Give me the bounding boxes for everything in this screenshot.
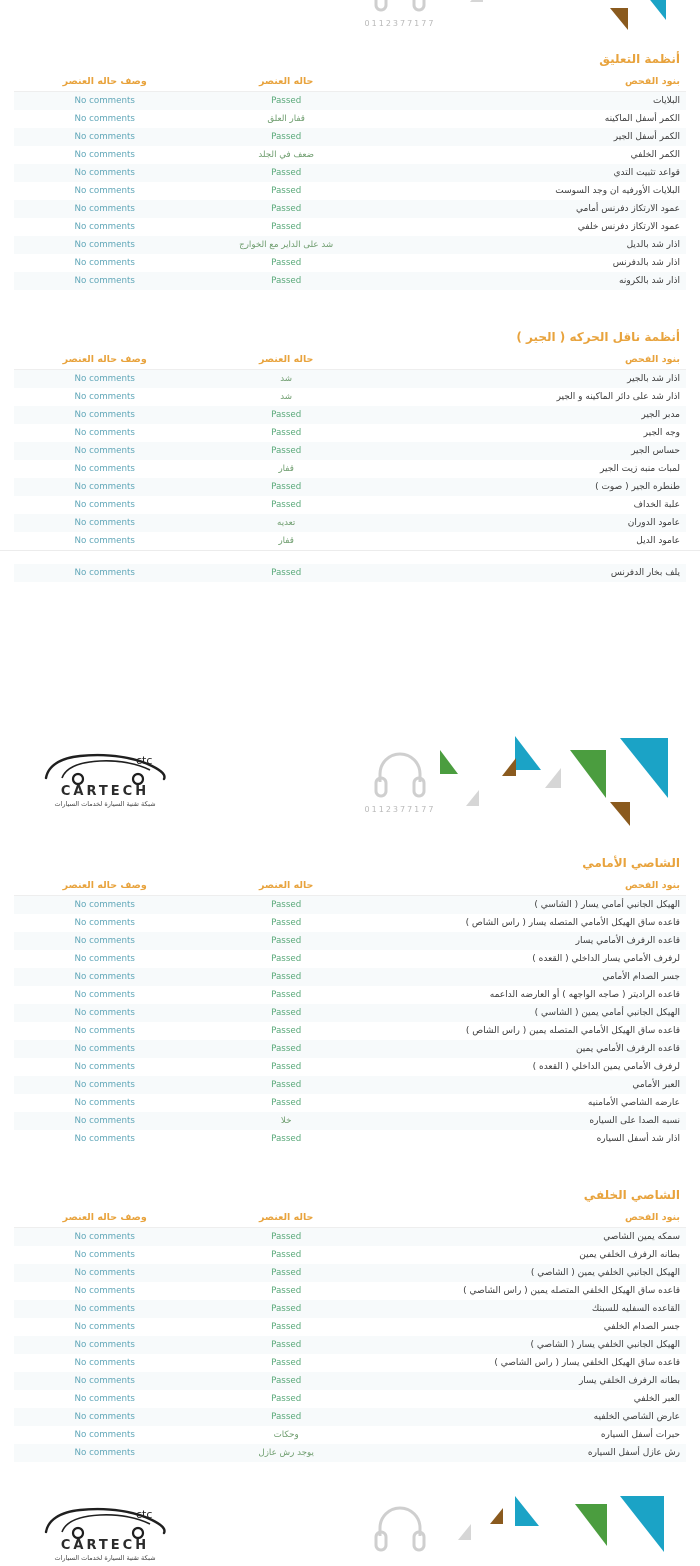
cell-note: No comments bbox=[74, 482, 135, 492]
cell-item: اذار شد بالديل bbox=[626, 240, 680, 250]
cell-item: قاعده الرفرف الأمامي يمين bbox=[575, 1044, 680, 1054]
cell-note: No comments bbox=[74, 1448, 135, 1458]
cell-state: وحكات bbox=[273, 1430, 299, 1440]
cell-item: الهيكل الجانبي الخلفي يمين ( الشاصي ) bbox=[530, 1268, 680, 1278]
col-note: وصف حاله العنصر bbox=[14, 1208, 195, 1228]
cell-note: No comments bbox=[74, 150, 135, 160]
cell-state: Passed bbox=[271, 1080, 302, 1090]
cell-note: No comments bbox=[74, 392, 135, 402]
cell-item: حساس الجير bbox=[631, 446, 680, 456]
cell-state: شد bbox=[280, 392, 293, 402]
col-state: حاله العنصر bbox=[195, 876, 376, 896]
inspection-table-continued bbox=[14, 564, 686, 582]
cell-note: No comments bbox=[74, 1232, 135, 1242]
table-row bbox=[14, 1130, 686, 1148]
cell-note: No comments bbox=[74, 240, 135, 250]
table-row bbox=[14, 896, 686, 915]
table-row bbox=[14, 950, 686, 968]
cell-note: No comments bbox=[74, 1044, 135, 1054]
table-body bbox=[14, 1228, 686, 1463]
cell-state: Passed bbox=[271, 96, 302, 106]
cell-note: No comments bbox=[74, 1250, 135, 1260]
cell-item: رش عازل أسفل السياره bbox=[587, 1448, 680, 1458]
table-row bbox=[14, 388, 686, 406]
logo-tagline: شبكة تقنية السيارة لخدمات السيارات bbox=[54, 800, 156, 808]
cell-item: بطانه الرفرف الخلفي يمين bbox=[579, 1250, 680, 1260]
cell-state: Passed bbox=[271, 1098, 302, 1108]
page-break bbox=[0, 550, 700, 564]
cell-state: Passed bbox=[271, 936, 302, 946]
cell-note: No comments bbox=[74, 446, 135, 456]
cell-item: لرفرف الأمامي يسار الداخلي ( القعده ) bbox=[532, 954, 680, 964]
inspection-table bbox=[14, 350, 686, 550]
table-row bbox=[14, 460, 686, 478]
logo-wordmark: CARTECH bbox=[60, 1538, 150, 1553]
svg-text:ctc: ctc bbox=[136, 754, 153, 767]
table-row bbox=[14, 1426, 686, 1444]
cell-note: No comments bbox=[74, 464, 135, 474]
table-row bbox=[14, 1058, 686, 1076]
cell-item: العبر الأمامي bbox=[632, 1080, 680, 1090]
table-row bbox=[14, 1300, 686, 1318]
table-body bbox=[14, 370, 686, 551]
cell-note: No comments bbox=[74, 954, 135, 964]
cell-item: قاعده ساق الهيكل الخلفي المتصله يمين ( راس الشاصي ) bbox=[463, 1286, 680, 1296]
cell-note: No comments bbox=[74, 1008, 135, 1018]
table-row bbox=[14, 532, 686, 550]
section-transmission-continued bbox=[0, 564, 700, 582]
table-row bbox=[14, 1390, 686, 1408]
cell-state: شد bbox=[280, 374, 293, 384]
table-row bbox=[14, 370, 686, 389]
table-header-row bbox=[14, 876, 686, 896]
cell-item: اذار شد بالجير bbox=[627, 374, 680, 384]
triangle-grey-2 bbox=[466, 790, 479, 806]
table-row bbox=[14, 1228, 686, 1247]
table-row bbox=[14, 564, 686, 582]
table-row bbox=[14, 1444, 686, 1462]
cell-state: Passed bbox=[271, 1008, 302, 1018]
table-row bbox=[14, 254, 686, 272]
cell-item: الكمر أسفل الماكينه bbox=[604, 114, 680, 124]
decorative-triangles-bottom bbox=[430, 1496, 700, 1566]
table-row bbox=[14, 1076, 686, 1094]
cell-state: Passed bbox=[271, 276, 302, 286]
table-row bbox=[14, 182, 686, 200]
section-title: أنظمة التعليق bbox=[599, 52, 680, 66]
section-title: أنظمة ناقل الحركه ( الجير ) bbox=[516, 330, 680, 344]
cell-state: Passed bbox=[271, 1250, 302, 1260]
cell-item: عامود الدوران bbox=[627, 518, 680, 528]
cell-item: لرفرف الأمامي يمين الداخلي ( القعده ) bbox=[532, 1062, 680, 1072]
cell-item: قاعده الراديتر ( صاجه الواجهه ) أو العارضه الداعمه bbox=[489, 990, 680, 1000]
col-note: وصف حاله العنصر bbox=[14, 72, 195, 92]
cell-item: مدبر الجير bbox=[641, 410, 680, 420]
cell-item: الكمر الخلفي bbox=[630, 150, 680, 160]
cell-note: No comments bbox=[74, 972, 135, 982]
cell-item: حبرات أسفل السياره bbox=[600, 1430, 680, 1440]
cell-note: No comments bbox=[74, 936, 135, 946]
triangle-teal-large bbox=[620, 1496, 664, 1552]
cell-note: No comments bbox=[74, 918, 135, 928]
col-note: وصف حاله العنصر bbox=[14, 876, 195, 896]
cell-note: No comments bbox=[74, 518, 135, 528]
triangle-grey-1 bbox=[458, 1524, 471, 1540]
section-spacer bbox=[0, 1462, 700, 1496]
col-item: بنود الفحص bbox=[377, 876, 686, 896]
cell-item: جسر الصدام الأمامي bbox=[602, 972, 680, 982]
cell-item: جسر الصدام الخلفي bbox=[603, 1322, 680, 1332]
table-row bbox=[14, 146, 686, 164]
cell-note: No comments bbox=[74, 1098, 135, 1108]
cell-state: يوجد رش عازل bbox=[258, 1448, 314, 1458]
cell-state: قفار bbox=[278, 536, 294, 546]
cell-note: No comments bbox=[74, 1376, 135, 1386]
cell-state: Passed bbox=[271, 1044, 302, 1054]
cell-note: No comments bbox=[74, 410, 135, 420]
cell-state: Passed bbox=[271, 1394, 302, 1404]
table-row bbox=[14, 1040, 686, 1058]
cell-note: No comments bbox=[74, 1062, 135, 1072]
cell-item: طنطره الجير ( صوت ) bbox=[595, 482, 680, 492]
company-logo bbox=[30, 750, 180, 808]
headset-icon bbox=[374, 1506, 426, 1552]
cell-state: Passed bbox=[271, 972, 302, 982]
table-row bbox=[14, 92, 686, 111]
table-row bbox=[14, 236, 686, 254]
cell-note: No comments bbox=[74, 374, 135, 384]
cell-state: Passed bbox=[271, 1376, 302, 1386]
table-row bbox=[14, 1264, 686, 1282]
table-row bbox=[14, 128, 686, 146]
table-row bbox=[14, 218, 686, 236]
table-row bbox=[14, 496, 686, 514]
table-row bbox=[14, 478, 686, 496]
triangle-brown bbox=[610, 8, 628, 30]
triangle-brown-small bbox=[490, 1508, 503, 1524]
table-row bbox=[14, 1246, 686, 1264]
page-blank-space bbox=[0, 582, 700, 732]
cell-state: Passed bbox=[271, 222, 302, 232]
triangle-grey bbox=[470, 0, 483, 2]
cell-note: No comments bbox=[74, 1430, 135, 1440]
cell-note: No comments bbox=[74, 1304, 135, 1314]
headset-icon bbox=[374, 0, 426, 12]
cell-note: No comments bbox=[74, 1134, 135, 1144]
phone-number: 0112377177 bbox=[364, 805, 436, 814]
table-header-row bbox=[14, 350, 686, 370]
inspection-table bbox=[14, 876, 686, 1148]
cell-note: No comments bbox=[74, 536, 135, 546]
table-row bbox=[14, 1318, 686, 1336]
table-row bbox=[14, 932, 686, 950]
cell-item: عامود الديل bbox=[636, 536, 680, 546]
decorative-triangles bbox=[430, 732, 700, 842]
cell-state: Passed bbox=[271, 900, 302, 910]
col-state: حاله العنصر bbox=[195, 72, 376, 92]
cell-item: اذار شد أسفل السياره bbox=[596, 1134, 680, 1144]
section-title: الشاصي الخلفي bbox=[583, 1188, 680, 1202]
page-header bbox=[0, 732, 700, 842]
cell-note: No comments bbox=[74, 258, 135, 268]
svg-text:ctc: ctc bbox=[136, 1508, 153, 1521]
inspection-table bbox=[14, 1208, 686, 1462]
cell-item: علبة الخداف bbox=[633, 500, 680, 510]
table-row bbox=[14, 1022, 686, 1040]
cell-item: نسبه الصدا على السياره bbox=[589, 1116, 680, 1126]
cell-state: Passed bbox=[271, 1062, 302, 1072]
car-icon bbox=[40, 1504, 170, 1540]
triangle-teal-small bbox=[515, 736, 541, 770]
table-header-row bbox=[14, 1208, 686, 1228]
table-row bbox=[14, 110, 686, 128]
cell-item: اذار شد بالكرونه bbox=[619, 276, 680, 286]
col-note: وصف حاله العنصر bbox=[14, 350, 195, 370]
table-row bbox=[14, 986, 686, 1004]
section-title: الشاصي الأمامي bbox=[582, 856, 680, 870]
cell-item: قاعده ساق الهيكل الأمامي المتصله يمين ( راس الشاص ) bbox=[465, 1026, 680, 1036]
cell-item: يلف بخار الدفرنس bbox=[610, 568, 680, 578]
cell-note: No comments bbox=[74, 568, 135, 578]
cell-item: الهيكل الجانبي الخلفي يسار ( الشاصي ) bbox=[530, 1340, 680, 1350]
cell-state: Passed bbox=[271, 132, 302, 142]
inspection-table bbox=[14, 72, 686, 290]
triangle-green-small bbox=[440, 750, 458, 774]
cell-item: عمود الارتكاز دفرنس أمامي bbox=[576, 204, 680, 214]
table-row bbox=[14, 200, 686, 218]
cell-item: الهيكل الجانبي أمامي يسار ( الشاسي ) bbox=[534, 900, 680, 910]
table-row bbox=[14, 424, 686, 442]
cell-item: عمود الارتكاز دفرنس خلفي bbox=[577, 222, 680, 232]
table-body bbox=[14, 896, 686, 1149]
cell-item: وجه الجير bbox=[643, 428, 680, 438]
cell-note: No comments bbox=[74, 1286, 135, 1296]
cell-item: البلايات الأورفيه ان وجد السوست bbox=[555, 186, 680, 196]
cell-state: شد على الداير مع الخوارج bbox=[239, 240, 334, 250]
cell-state: Passed bbox=[271, 482, 302, 492]
cell-item: لمبات منبه زيت الجير bbox=[600, 464, 680, 474]
table-row bbox=[14, 406, 686, 424]
table-row bbox=[14, 1004, 686, 1022]
headset-icon bbox=[374, 752, 426, 798]
cell-note: No comments bbox=[74, 500, 135, 510]
table-row bbox=[14, 1112, 686, 1130]
logo-tagline: شبكة تقنية السيارة لخدمات السيارات bbox=[54, 1554, 156, 1562]
cell-state: Passed bbox=[271, 1232, 302, 1242]
cell-state: ضعف في الجلد bbox=[258, 150, 314, 160]
cell-state: Passed bbox=[271, 258, 302, 268]
cell-note: No comments bbox=[74, 168, 135, 178]
col-item: بنود الفحص bbox=[377, 1208, 686, 1228]
cell-item: عارضه الشاصي الأمامنيه bbox=[587, 1098, 680, 1108]
cell-item: عارض الشاصي الخلفيه bbox=[593, 1412, 680, 1422]
cell-state: Passed bbox=[271, 500, 302, 510]
cell-state: Passed bbox=[271, 568, 302, 578]
triangle-teal-large bbox=[620, 738, 668, 798]
cell-note: No comments bbox=[74, 1080, 135, 1090]
section-transmission bbox=[0, 316, 700, 550]
section-spacer bbox=[0, 290, 700, 316]
triangle-grey-1 bbox=[545, 768, 561, 788]
phone-number: 0112377177 bbox=[364, 19, 436, 28]
cell-item: الكمر أسفل الجير bbox=[613, 132, 680, 142]
cell-state: Passed bbox=[271, 168, 302, 178]
cell-note: No comments bbox=[74, 114, 135, 124]
table-row bbox=[14, 164, 686, 182]
cell-state: Passed bbox=[271, 1286, 302, 1296]
cell-note: No comments bbox=[74, 96, 135, 106]
triangle-brown-small bbox=[502, 758, 516, 776]
cell-note: No comments bbox=[74, 1116, 135, 1126]
cell-note: No comments bbox=[74, 276, 135, 286]
cell-item: سمكه يمين الشاصي bbox=[603, 1232, 680, 1242]
table-row bbox=[14, 1094, 686, 1112]
section-rear-chassis bbox=[0, 1174, 700, 1462]
page-header-partial bbox=[0, 0, 700, 38]
cell-item: القاعده السفليه للسبنك bbox=[591, 1304, 680, 1314]
cell-state: Passed bbox=[271, 1026, 302, 1036]
triangle-brown-large bbox=[610, 802, 630, 826]
cell-note: No comments bbox=[74, 428, 135, 438]
cell-item: قواعد تثبيت التدي bbox=[613, 168, 680, 178]
cell-state: Passed bbox=[271, 446, 302, 456]
cell-note: No comments bbox=[74, 1268, 135, 1278]
table-row bbox=[14, 1354, 686, 1372]
table-row bbox=[14, 1282, 686, 1300]
cell-state: Passed bbox=[271, 186, 302, 196]
cell-note: No comments bbox=[74, 1394, 135, 1404]
table-row bbox=[14, 1372, 686, 1390]
cell-item: العبر الخلفي bbox=[633, 1394, 680, 1404]
cell-note: No comments bbox=[74, 204, 135, 214]
triangle-green-large bbox=[570, 750, 606, 798]
table-body bbox=[14, 564, 686, 582]
cell-note: No comments bbox=[74, 900, 135, 910]
cell-item: الهيكل الجانبي أمامي يمين ( الشاسي ) bbox=[534, 1008, 680, 1018]
cell-note: No comments bbox=[74, 222, 135, 232]
section-spacer bbox=[0, 1148, 700, 1174]
cell-state: Passed bbox=[271, 918, 302, 928]
cell-state: Passed bbox=[271, 1322, 302, 1332]
cell-state: Passed bbox=[271, 1304, 302, 1314]
cell-state: Passed bbox=[271, 1412, 302, 1422]
col-item: بنود الفحص bbox=[377, 72, 686, 92]
cell-state: Passed bbox=[271, 990, 302, 1000]
cell-note: No comments bbox=[74, 1322, 135, 1332]
table-row bbox=[14, 914, 686, 932]
col-item: بنود الفحص bbox=[377, 350, 686, 370]
section-suspension bbox=[0, 38, 700, 290]
cell-state: Passed bbox=[271, 410, 302, 420]
table-row bbox=[14, 1408, 686, 1426]
cell-note: No comments bbox=[74, 1340, 135, 1350]
cell-state: Passed bbox=[271, 204, 302, 214]
cell-state: Passed bbox=[271, 1134, 302, 1144]
table-row bbox=[14, 272, 686, 290]
triangle-teal-small bbox=[515, 1496, 539, 1526]
cell-item: البلايات bbox=[652, 96, 680, 106]
table-row bbox=[14, 1336, 686, 1354]
table-header-row bbox=[14, 72, 686, 92]
cell-note: No comments bbox=[74, 990, 135, 1000]
car-icon bbox=[40, 750, 170, 786]
cell-item: بطانه الرفرف الخلفي يسار bbox=[578, 1376, 680, 1386]
table-body bbox=[14, 92, 686, 291]
cell-item: اذار شد بالدفرنس bbox=[612, 258, 680, 268]
cell-state: قفار العلق bbox=[267, 114, 305, 124]
cell-state: Passed bbox=[271, 1268, 302, 1278]
cell-state: Passed bbox=[271, 1340, 302, 1350]
company-logo bbox=[30, 1504, 180, 1562]
table-row bbox=[14, 968, 686, 986]
cell-note: No comments bbox=[74, 1026, 135, 1036]
logo-wordmark: CARTECH bbox=[60, 784, 150, 799]
cell-item: قاعده الرفرف الأمامي يسار bbox=[575, 936, 680, 946]
table-row bbox=[14, 514, 686, 532]
cell-note: No comments bbox=[74, 1412, 135, 1422]
page-footer-header bbox=[0, 1496, 700, 1566]
cell-state: Passed bbox=[271, 954, 302, 964]
table-row bbox=[14, 442, 686, 460]
triangle-green-large bbox=[575, 1504, 607, 1546]
cell-note: No comments bbox=[74, 186, 135, 196]
cell-item: قاعده ساق الهيكل الخلفي يسار ( راس الشاصي ) bbox=[494, 1358, 680, 1368]
decorative-triangles-top bbox=[430, 0, 700, 38]
cell-note: No comments bbox=[74, 1358, 135, 1368]
cell-state: Passed bbox=[271, 1358, 302, 1368]
cell-state: قفار bbox=[278, 464, 294, 474]
cell-note: No comments bbox=[74, 132, 135, 142]
cell-state: تعديه bbox=[277, 518, 296, 528]
col-state: حاله العنصر bbox=[195, 1208, 376, 1228]
cell-item: اذار شد على دائر الماكينه و الجير bbox=[556, 392, 680, 402]
cell-state: خلا bbox=[280, 1116, 292, 1126]
col-state: حاله العنصر bbox=[195, 350, 376, 370]
cell-state: Passed bbox=[271, 428, 302, 438]
cell-item: قاعده ساق الهيكل الأمامي المتصله يسار ( راس الشاص ) bbox=[465, 918, 680, 928]
section-front-chassis bbox=[0, 842, 700, 1148]
